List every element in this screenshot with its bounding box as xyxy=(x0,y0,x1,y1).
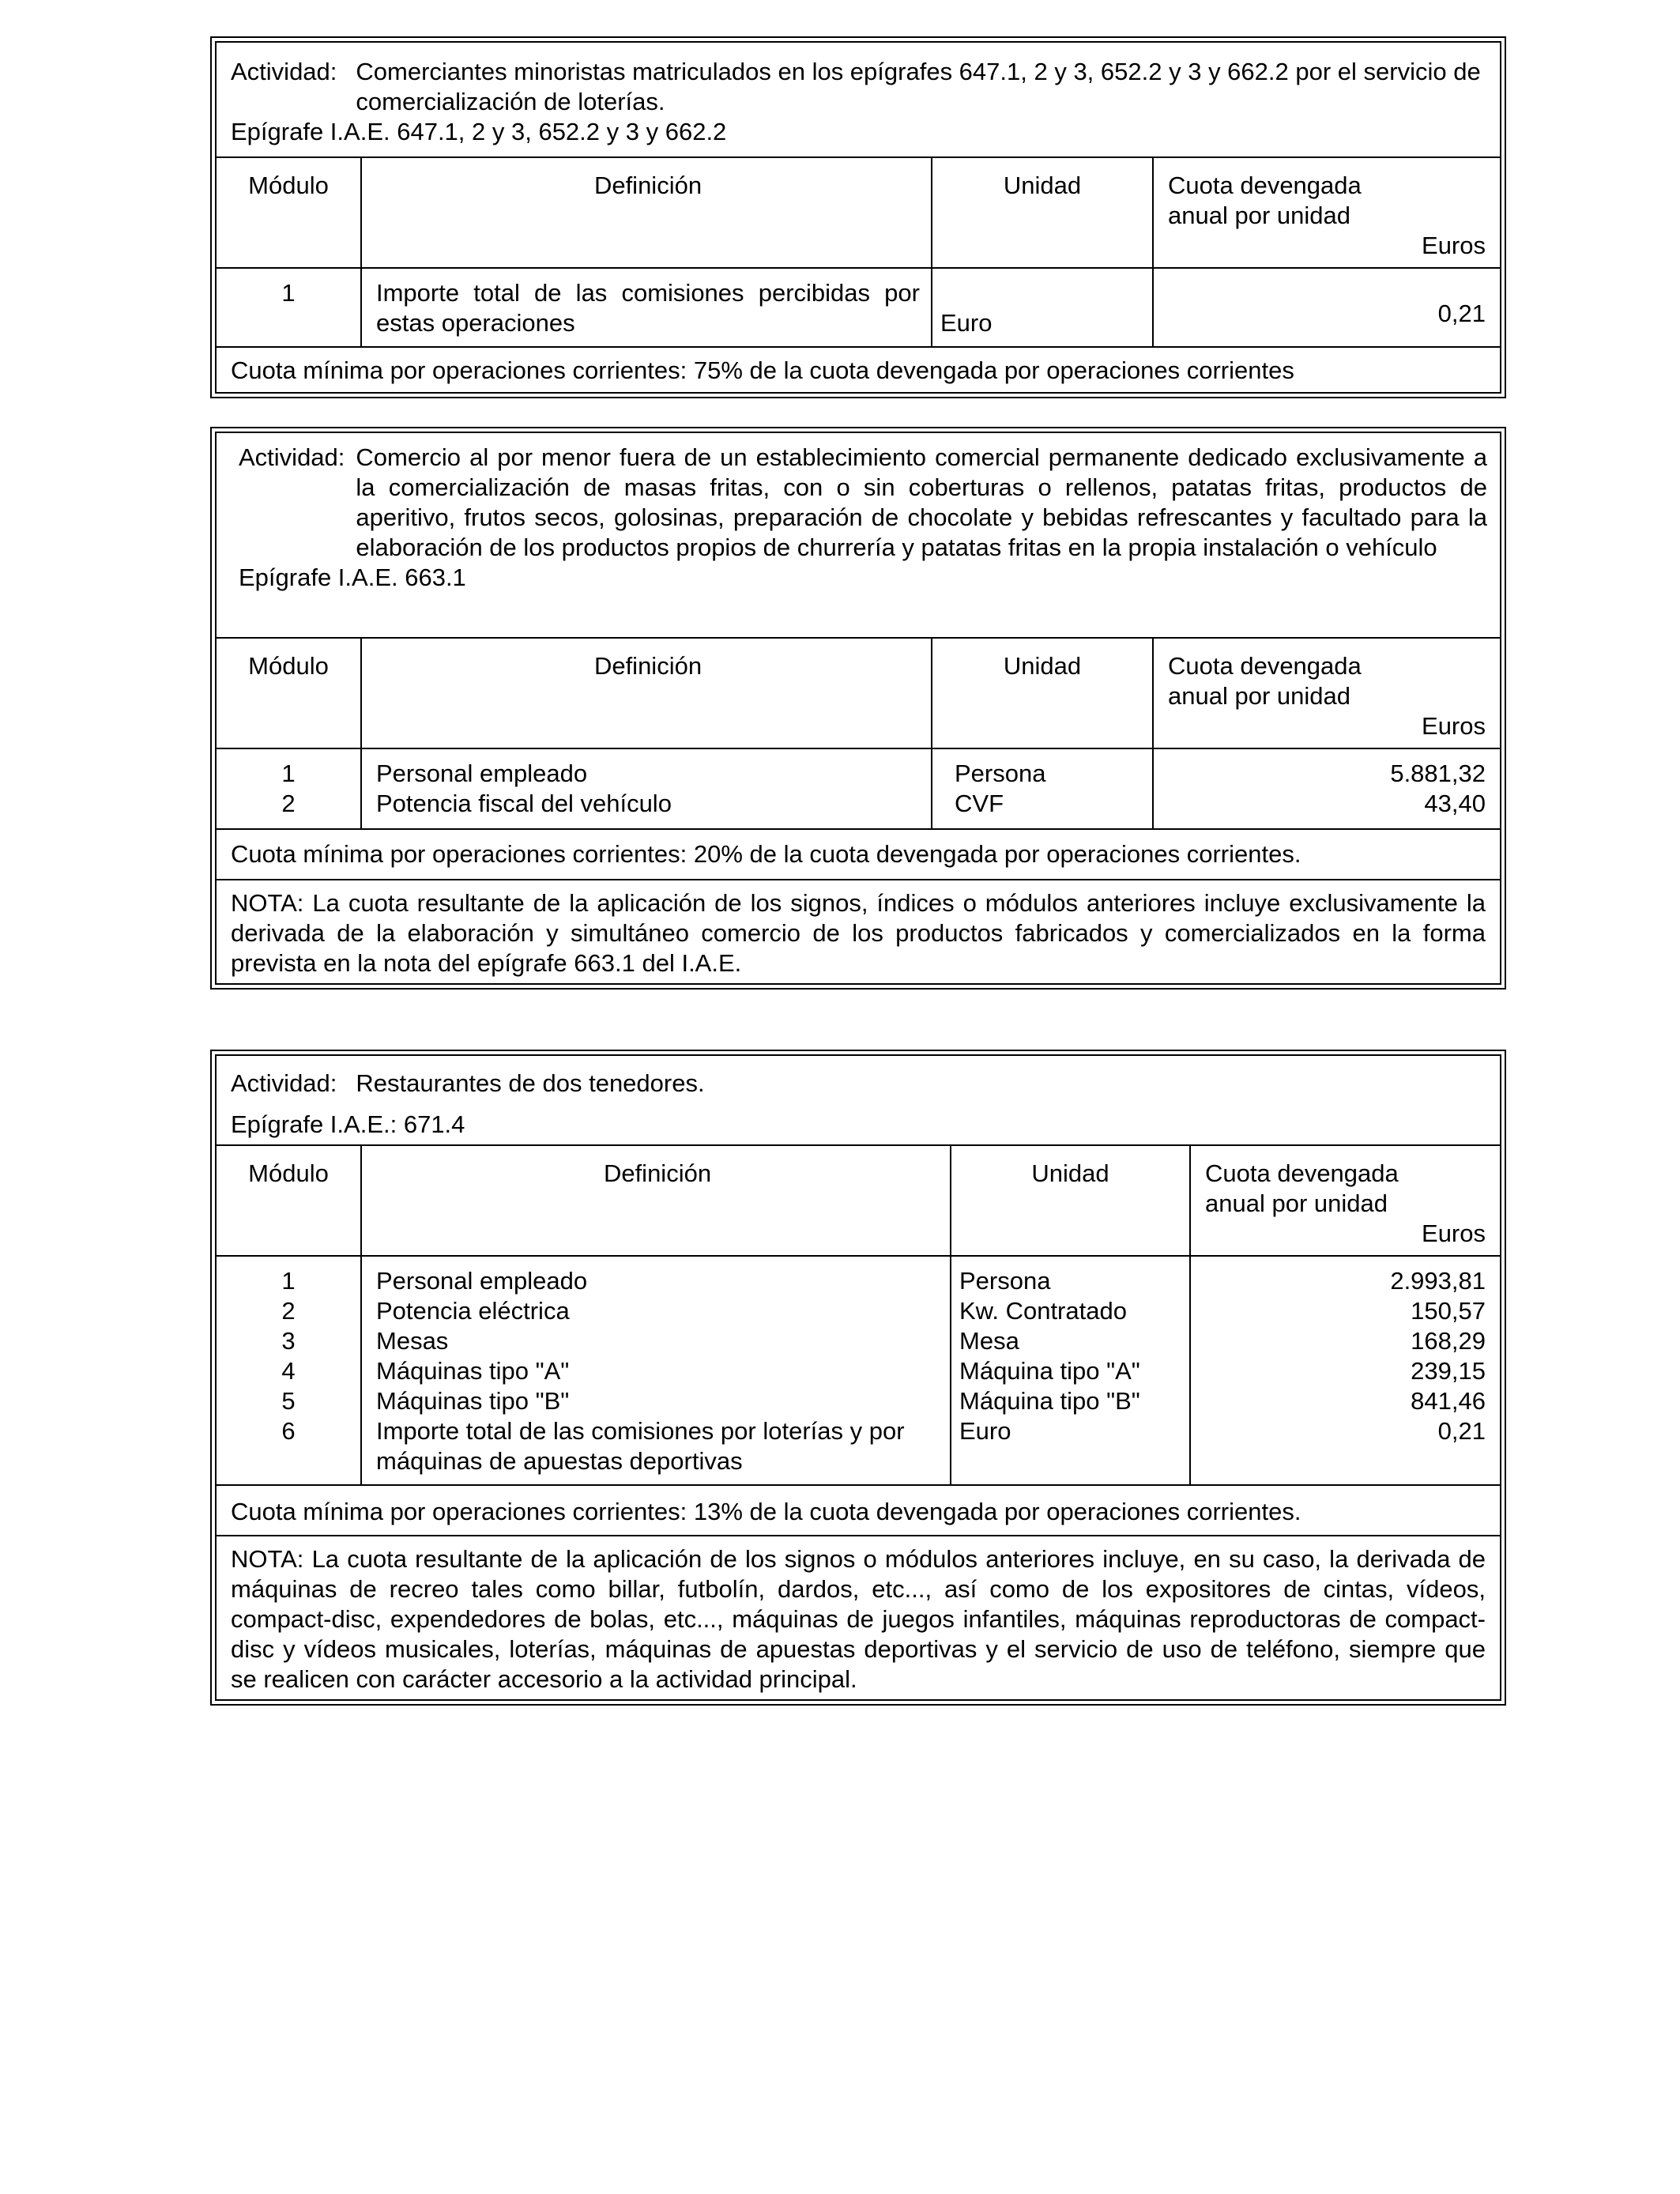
header-definicion: Definición xyxy=(362,1146,951,1255)
epigrafe: Epígrafe I.A.E. 663.1 xyxy=(239,564,466,591)
col-unidad xyxy=(951,1257,1191,1484)
header-cuota-line1: Cuota devengada xyxy=(1168,652,1362,680)
cell-modulo: 2 xyxy=(281,1297,296,1325)
cell-definicion: Potencia eléctrica xyxy=(376,1297,570,1325)
cell-modulo: 6 xyxy=(281,1417,296,1445)
header-cuota xyxy=(1154,639,1500,748)
header-cuota-line2: anual por unidad xyxy=(1168,202,1350,229)
cell-cuota: 5.881,32 xyxy=(1390,760,1486,787)
actividad-text xyxy=(356,57,1487,117)
actividad-text: Comercio al por menor fuera de un establecimiento comercial permanente dedicado exclusivamente a la comercialización de masas fritas, con o sin coberturas o rellenos, patatas fritas, productos de aperitivo, frutos secos, golosinas, preparación de chocolate y bebidas refrescantes y facultado para la elaboración de los productos propios de churrería y patatas fritas en la propia instalación o vehículo xyxy=(356,443,1487,561)
cell-definicion: Máquinas tipo "A" xyxy=(376,1357,570,1385)
actividad-text: Restaurantes de dos tenedores. xyxy=(356,1069,705,1097)
cell-definicion: Importe total de las comisiones percibidas por estas operaciones xyxy=(362,269,932,346)
cuota-minima: Cuota mínima por operaciones corrientes: 13% de la cuota devengada por operaciones corrientes. xyxy=(217,1486,1500,1536)
header-modulo: Módulo xyxy=(217,639,362,748)
cell-modulo: 1 xyxy=(217,269,362,346)
col-cuota xyxy=(1154,749,1500,828)
table-data xyxy=(217,1257,1500,1486)
header-definicion: Definición xyxy=(362,639,932,748)
cuota-minima: Cuota mínima por operaciones corrientes: 75% de la cuota devengada por operaciones corrientes xyxy=(231,356,1294,384)
cell-unidad: Persona xyxy=(955,760,1046,787)
table-header xyxy=(217,1146,1500,1257)
cell-unidad: Máquina tipo "B" xyxy=(959,1387,1140,1415)
col-definicion xyxy=(362,1257,951,1484)
actividad-label: Actividad: xyxy=(231,58,337,85)
col-definicion xyxy=(362,749,932,828)
cell-modulo: 3 xyxy=(281,1327,296,1355)
actividad-text-content: Comerciantes minoristas matriculados en los epígrafes 647.1, 2 y 3, 652.2 y 3 y 662.2 por el servicio de comercialización de loterías. xyxy=(356,58,1481,115)
header-unidad: Unidad xyxy=(932,158,1154,267)
table-header xyxy=(217,158,1500,269)
col-modulo xyxy=(217,1257,362,1484)
cuota-minima: Cuota mínima por operaciones corrientes: 20% de la cuota devengada por operaciones corrientes. xyxy=(217,830,1500,880)
table-loterias xyxy=(210,36,1506,398)
cell-definicion: Personal empleado xyxy=(376,760,588,787)
table-row xyxy=(217,269,1500,348)
cell-cuota: 239,15 xyxy=(1411,1357,1486,1385)
actividad-label: Actividad: xyxy=(239,443,345,471)
cell-unidad: CVF xyxy=(955,790,1004,817)
header-cuota xyxy=(1191,1146,1500,1255)
header-cuota-line2: anual por unidad xyxy=(1205,1189,1388,1217)
header-euros: Euros xyxy=(1422,232,1486,259)
header-modulo: Módulo xyxy=(217,1146,362,1255)
cell-unidad: Kw. Contratado xyxy=(959,1297,1127,1325)
col-cuota xyxy=(1191,1257,1500,1484)
activity-header xyxy=(217,43,1500,158)
cell-cuota: 2.993,81 xyxy=(1390,1267,1486,1295)
epigrafe: Epígrafe I.A.E. 647.1, 2 y 3, 652.2 y 3 y 662.2 xyxy=(231,118,727,145)
table-data xyxy=(217,749,1500,830)
header-cuota-line2: anual por unidad xyxy=(1168,682,1350,710)
header-cuota-line1: Cuota devengada xyxy=(1168,172,1362,199)
cell-cuota: 841,46 xyxy=(1411,1387,1486,1415)
activity-header xyxy=(217,1056,1500,1146)
header-cuota-line1: Cuota devengada xyxy=(1205,1159,1399,1187)
nota: NOTA: La cuota resultante de la aplicación de los signos, índices o módulos anteriores incluye exclusivamente la derivada de la elaboración y simultáneo comercio de los productos fabricados y comercializados en la forma prevista en la nota del epígrafe 663.1 del I.A.E. xyxy=(231,889,1486,977)
cell-definicion: Potencia fiscal del vehículo xyxy=(376,790,672,817)
actividad-label: Actividad: xyxy=(231,1069,337,1097)
header-euros: Euros xyxy=(1422,712,1486,740)
cell-unidad: Persona xyxy=(959,1267,1051,1295)
header-definicion: Definición xyxy=(362,158,932,267)
header-euros: Euros xyxy=(1422,1220,1486,1247)
cell-modulo: 4 xyxy=(281,1357,296,1385)
col-unidad xyxy=(932,749,1154,828)
col-modulo xyxy=(217,749,362,828)
cell-unidad: Máquina tipo "A" xyxy=(959,1357,1140,1385)
cell-cuota: 0,21 xyxy=(1437,300,1486,327)
table-header xyxy=(217,639,1500,749)
cell-cuota: 43,40 xyxy=(1424,790,1486,817)
cell-definicion: Importe total de las comisiones por loterías y por máquinas de apuestas deportivas xyxy=(376,1417,905,1475)
activity-header xyxy=(217,433,1500,639)
header-cuota xyxy=(1154,158,1500,267)
cell-cuota: 150,57 xyxy=(1411,1297,1486,1325)
cell-definicion: Máquinas tipo "B" xyxy=(376,1387,570,1415)
cell-modulo: 1 xyxy=(281,1267,296,1295)
table-restaurantes xyxy=(210,1050,1506,1706)
cell-cuota: 0,21 xyxy=(1437,1417,1486,1445)
nota: NOTA: La cuota resultante de la aplicación de los signos o módulos anteriores incluye, en su caso, la derivada de máquinas de recreo tales como billar, futbolín, dardos, etc..., así como de los expositores de cintas, vídeos, compact-disc, expendedores de bolas, etc..., máquinas de juegos infantiles, máquinas reproductoras de compact-disc y vídeos musicales, loterías, máquinas de apuestas deportivas y el servicio de uso de teléfono, siempre que se realicen con carácter accesorio a la actividad principal. xyxy=(231,1545,1486,1693)
cell-unidad: Euro xyxy=(932,269,1154,346)
cell-definicion: Mesas xyxy=(376,1327,449,1355)
cell-unidad: Mesa xyxy=(959,1327,1019,1355)
cell-modulo: 2 xyxy=(281,790,296,817)
cell-unidad: Euro xyxy=(959,1417,1011,1445)
header-unidad: Unidad xyxy=(951,1146,1191,1255)
table-churreria xyxy=(210,427,1506,990)
epigrafe: Epígrafe I.A.E.: 671.4 xyxy=(231,1110,465,1138)
cell-cuota: 168,29 xyxy=(1411,1327,1486,1355)
header-unidad: Unidad xyxy=(932,639,1154,748)
cell-modulo: 5 xyxy=(281,1387,296,1415)
header-modulo: Módulo xyxy=(217,158,362,267)
cell-modulo: 1 xyxy=(281,760,296,787)
cell-definicion: Personal empleado xyxy=(376,1267,588,1295)
